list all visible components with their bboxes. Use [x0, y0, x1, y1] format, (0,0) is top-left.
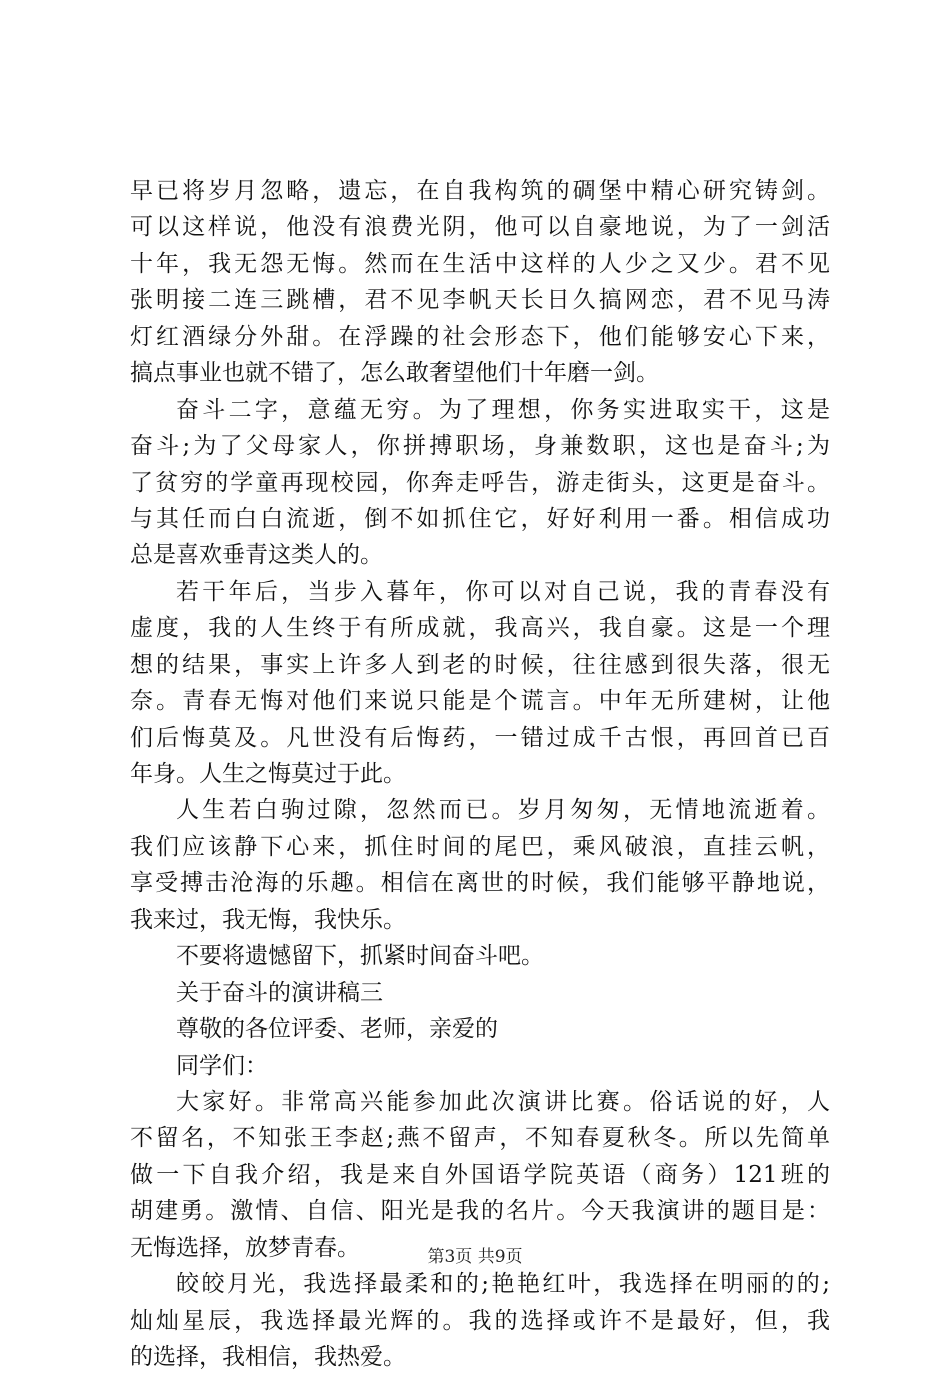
- text-line: 的选择，我相信，我热爱。: [130, 1344, 406, 1370]
- text-line: 皎皎月光，我选择最柔和的;艳艳红叶，我选择在明丽的的;: [176, 1271, 830, 1298]
- text-line: 关于奋斗的演讲稿三: [176, 979, 383, 1006]
- text-line: 奋斗二字，意蕴无穷。为了理想，你务实进取实干，这是: [176, 396, 830, 423]
- text-line: 做一下自我介绍，我是来自外国语学院英语（商务）121班的: [130, 1161, 830, 1188]
- text-line: 灿灿星辰，我选择最光辉的。我的选择或许不是最好，但，我: [130, 1307, 830, 1334]
- text-line: 十年，我无怨无悔。然而在生活中这样的人少之又少。君不见: [130, 250, 830, 277]
- text-line: 早已将岁月忽略，遗忘，在自我构筑的碉堡中精心研究铸剑。: [130, 178, 830, 204]
- text-line: 总是喜欢垂青这类人的。: [130, 542, 383, 569]
- page-footer: 第3页 共9页: [427, 1247, 523, 1267]
- text-line: 享受搏击沧海的乐趣。相信在离世的时候，我们能够平静地说，: [130, 870, 830, 897]
- text-line: 们后悔莫及。凡世没有后悔药，一错过成千古恨，再回首已百: [130, 724, 830, 751]
- text-line: 奋斗;为了父母家人，你拼搏职场，身兼数职，这也是奋斗;为: [130, 433, 830, 460]
- text-line: 大家好。非常高兴能参加此次演讲比赛。俗话说的好，人: [176, 1088, 830, 1115]
- text-line: 不留名，不知张王李赵;燕不留声，不知春夏秋冬。所以先简单: [130, 1125, 830, 1152]
- text-line: 虚度，我的人生终于有所成就，我高兴，我自豪。这是一个理: [130, 615, 830, 642]
- text-line: 我们应该静下心来，抓住时间的尾巴，乘风破浪，直挂云帆，: [130, 833, 830, 860]
- text-line: 若干年后，当步入暮年，你可以对自己说，我的青春没有: [176, 578, 830, 605]
- text-line: 张明接二连三跳槽，君不见李帆天长日久搞网恋，君不见马涛: [130, 287, 830, 314]
- text-line: 年身。人生之悔莫过于此。: [130, 761, 406, 787]
- text-line: 想的结果，事实上许多人到老的时候，往往感到很失落，很无: [130, 651, 830, 678]
- text-line: 不要将遗憾留下，抓紧时间奋斗吧。: [176, 943, 544, 970]
- text-line: 我来过，我无悔，我快乐。: [130, 906, 406, 933]
- text-line: 尊敬的各位评委、老师，亲爱的: [176, 1016, 498, 1043]
- text-line: 可以这样说，他没有浪费光阴，他可以自豪地说，为了一剑活: [130, 214, 830, 241]
- document-body: [130, 173, 830, 1375]
- text-line: 人生若白驹过隙，忽然而已。岁月匆匆，无情地流逝着。: [176, 797, 830, 824]
- text-line: 奈。青春无悔对他们来说只能是个谎言。中年无所建树，让他: [130, 688, 830, 715]
- text-line: 无悔选择，放梦青春。: [130, 1234, 360, 1261]
- text-line: 了贫穷的学童再现校园，你奔走呼告，游走街头，这更是奋斗。: [130, 469, 830, 496]
- text-line: 与其任而白白流逝，倒不如抓住它，好好利用一番。相信成功: [130, 505, 830, 532]
- text-line: 搞点事业也就不错了，怎么敢奢望他们十年磨一剑。: [130, 360, 659, 387]
- text-line: 灯红酒绿分外甜。在浮躁的社会形态下，他们能够安心下来，: [130, 323, 830, 350]
- text-line: 同学们：: [176, 1052, 268, 1079]
- text-line: 胡建勇。激情、自信、阳光是我的名片。今天我演讲的题目是：: [130, 1198, 830, 1225]
